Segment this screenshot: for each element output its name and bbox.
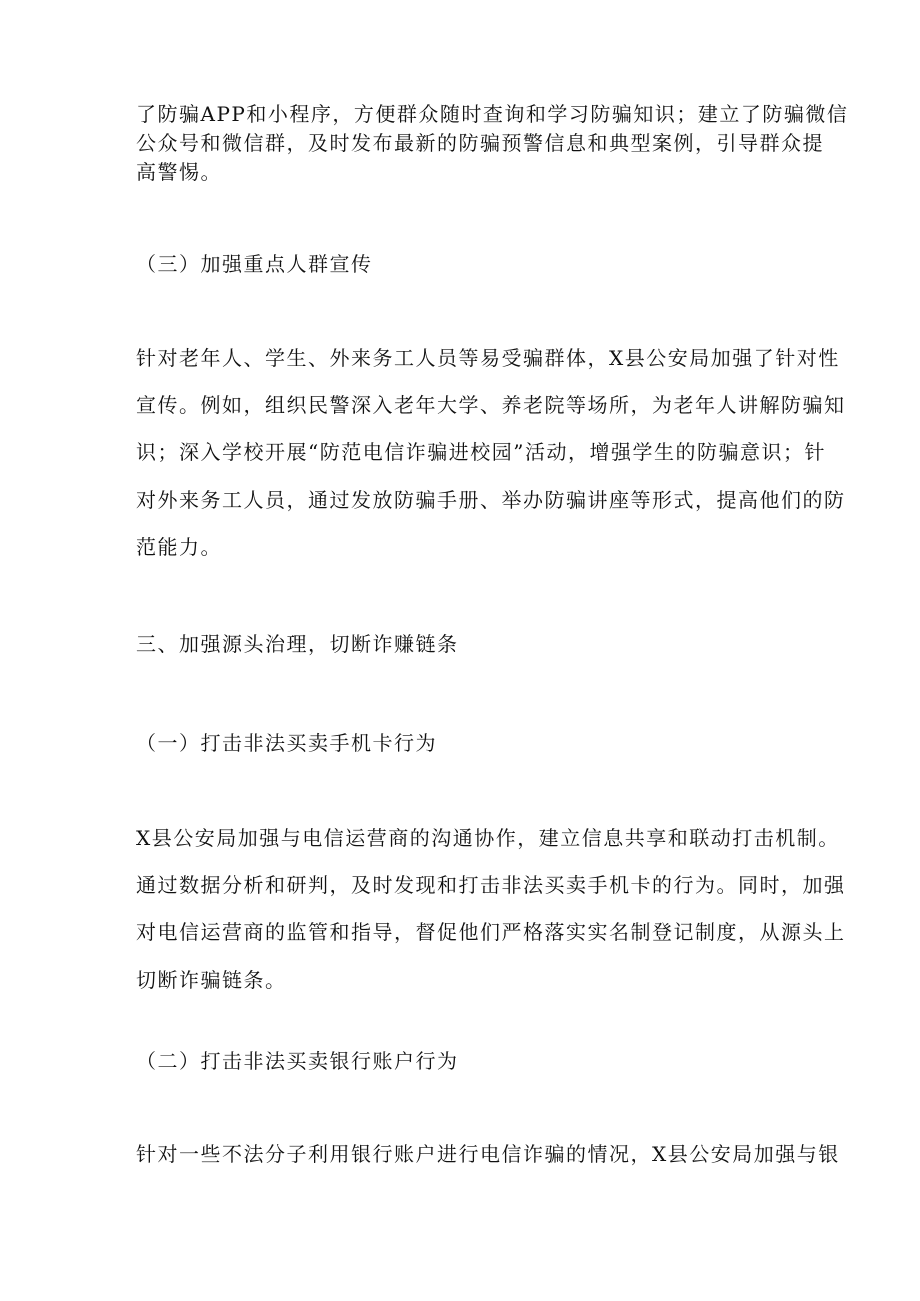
paragraph-line: 了防骗APP和小程序，方便群众随时查询和学习防骗知识；建立了防骗微信 (136, 102, 849, 126)
paragraph-line: 范能力。 (136, 535, 222, 559)
paragraph-line: 针对一些不法分子利用银行账户进行电信诈骗的情况，X县公安局加强与银 (136, 1142, 840, 1166)
paragraph-line: 宣传。例如，组织民警深入老年大学、养老院等场所，为老年人讲解防骗知 (136, 393, 846, 417)
subsection-heading: （三）加强重点人群宣传 (136, 252, 373, 276)
section-heading: 三、加强源头治理，切断诈赚链条 (136, 632, 459, 656)
subsection-heading: （二）打击非法买卖银行账户行为 (136, 1049, 459, 1073)
paragraph-line: 高警惕。 (136, 160, 222, 184)
paragraph-line: 对外来务工人员，通过发放防骗手册、举办防骗讲座等形式，提高他们的防 (136, 488, 846, 512)
paragraph-line: 公众号和微信群，及时发布最新的防骗预警信息和典型案例，引导群众提 (136, 131, 824, 155)
paragraph-line: 对电信运营商的监管和指导，督促他们严格落实实名制登记制度，从源头上 (136, 920, 846, 944)
subsection-heading: （一）打击非法买卖手机卡行为 (136, 731, 437, 755)
paragraph-line: 通过数据分析和研判，及时发现和打击非法买卖手机卡的行为。同时，加强 (136, 873, 846, 897)
paragraph-line: 识；深入学校开展“防范电信诈骗进校园”活动，增强学生的防骗意识；针 (136, 440, 826, 464)
paragraph-line: 针对老年人、学生、外来务工人员等易受骗群体，X县公安局加强了针对性 (136, 346, 840, 370)
paragraph-line: 切断诈骗链条。 (136, 968, 287, 992)
paragraph-line: X县公安局加强与电信运营商的沟通协作，建立信息共享和联动打击机制。 (136, 826, 840, 850)
